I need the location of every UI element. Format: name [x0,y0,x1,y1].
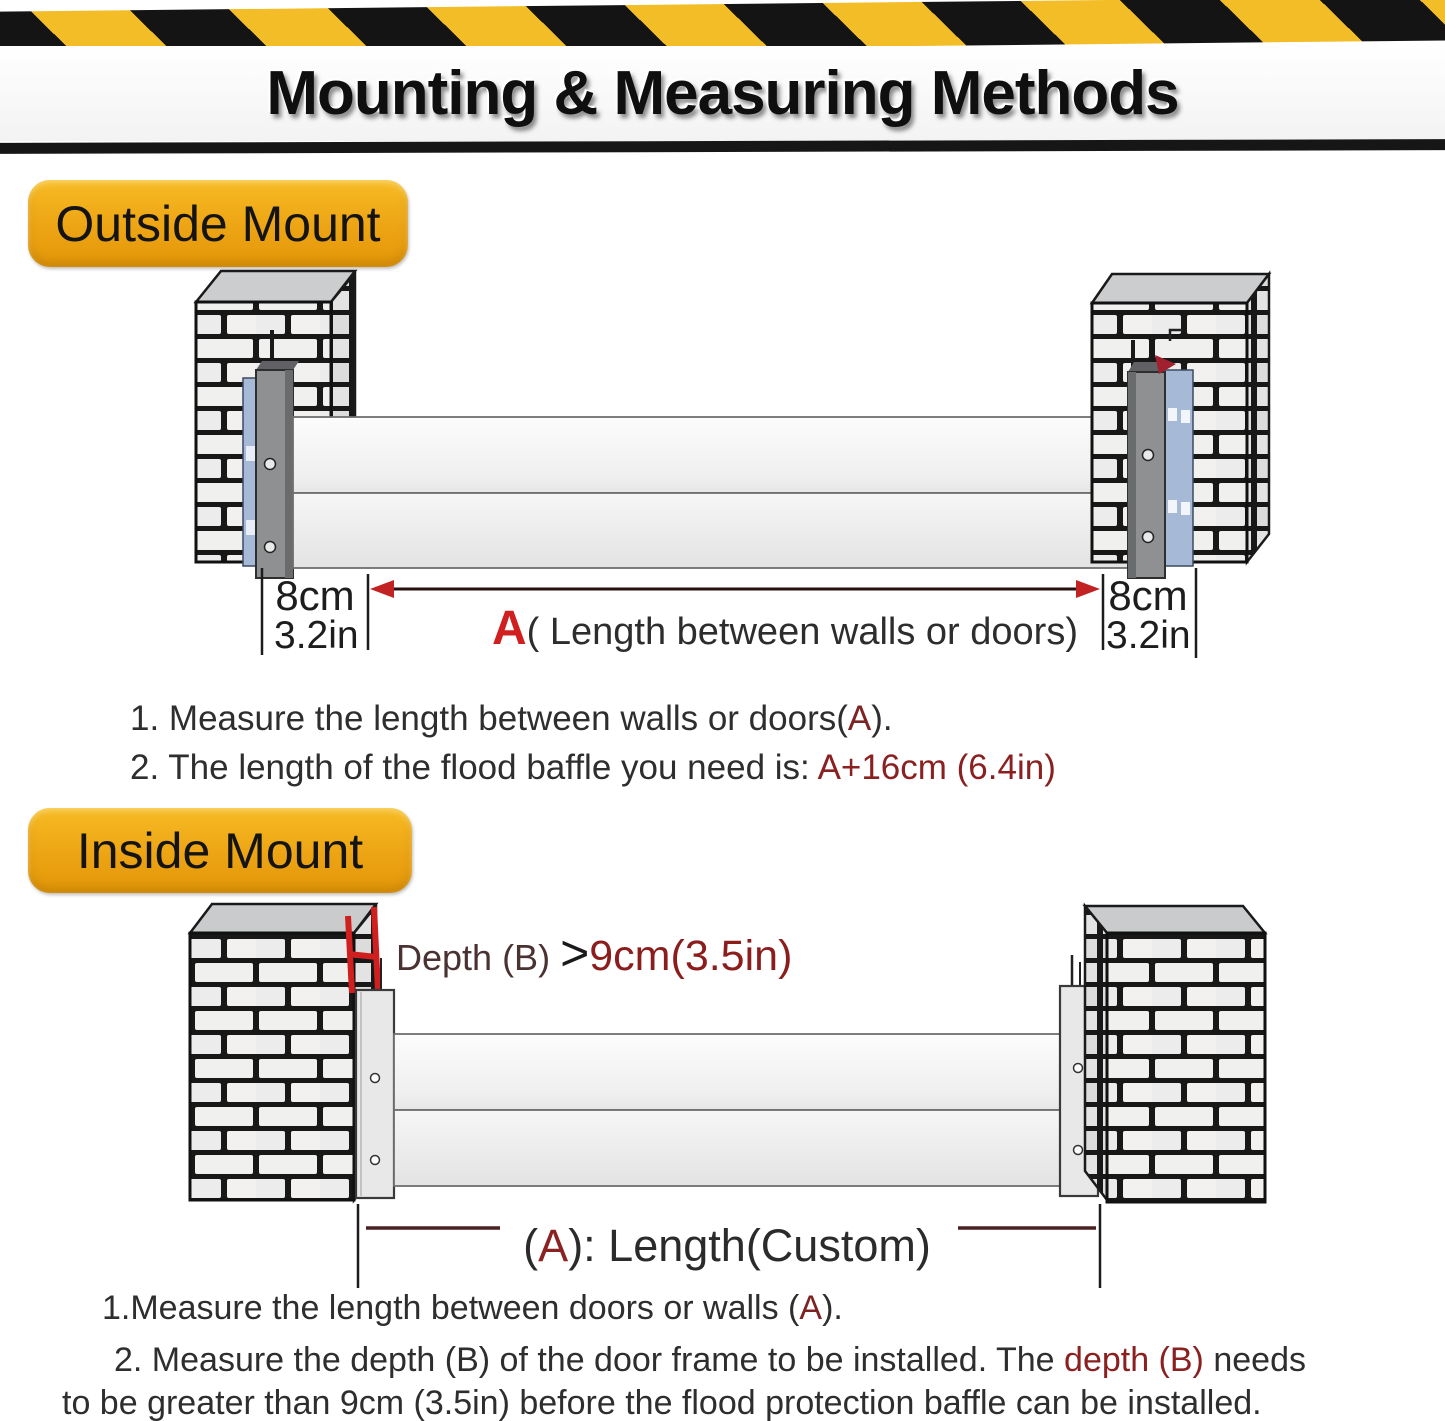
inside-mount-badge-label: Inside Mount [76,822,364,879]
screw-hole [371,1156,380,1165]
inside-instruction-1-end: ). [822,1289,843,1327]
inside-left-channel [356,990,394,1198]
screw-hole [1143,450,1154,461]
outside-mount-badge [28,180,408,267]
pillar-front-face [190,933,354,1200]
depth-label-text: Depth (B) [396,937,561,978]
banner [0,0,1445,160]
inside-instruction-1-em: A [799,1289,823,1327]
outside-flood-barrier [293,417,1128,568]
inside-instruction-1 [62,1287,1418,1330]
length-label-letter: A [538,1220,569,1271]
title-band [0,46,1445,141]
outside-instruction-1-em: A [847,699,872,738]
seal-strip [1165,370,1193,566]
pillar-side-face [1247,274,1269,562]
page-title: Mounting & Measuring Methods [266,59,1179,128]
pillar-side-face [1085,906,1107,1200]
outside-instruction-2-em: A+16cm (6.4in) [817,748,1056,787]
barrier-slat-bottom [293,493,1128,568]
inside-flood-barrier [394,1034,1060,1186]
span-label-letter: A [492,602,527,655]
arrowhead-left-icon [370,580,394,598]
inside-mount-badge [28,808,412,893]
span-label [492,602,1078,655]
pillar-front-face [1107,933,1265,1202]
inside-instruction-2-em: depth (B) [1064,1341,1204,1379]
depth-label [396,925,792,981]
length-label [523,1220,931,1271]
inside-instruction-1-text: 1.Measure the length between doors or walls ( [102,1289,800,1327]
screw-hole [265,459,276,470]
greater-than-sign: > [560,925,590,981]
left-offset-in-label: 3.2in [274,614,359,657]
screw-hole [1143,532,1154,543]
screw-hole [1074,1146,1083,1155]
inside-measurement [358,1204,1100,1288]
pillar-top-slab [196,271,355,302]
banner-divider-bar [0,139,1445,154]
inside-instruction-2-text: 2. Measure the depth (B) of the door frame to be installed. The [114,1341,1065,1379]
outside-instructions [130,694,1056,792]
channel-top-bevel [256,361,299,370]
inside-instruction-2-mid: needs [1203,1341,1306,1379]
barrier-slat-top [293,417,1128,493]
screw-hole [1074,1064,1083,1073]
barrier-slat-top [394,1034,1060,1110]
right-offset-in-label: 3.2in [1106,614,1191,657]
right-offset-cm-label: 8cm [1108,572,1188,619]
pillar-top-slab [1092,274,1269,303]
pillar-top-slab [1085,906,1265,933]
length-label-rest: ): Length(Custom) [568,1220,931,1271]
left-offset-cm-label: 8cm [275,572,355,619]
length-label-pre: ( [523,1220,539,1271]
inside-right-pillar [1085,906,1265,1202]
outside-measurement [262,568,1196,658]
screw-hole [265,542,276,553]
outside-instruction-2-text: 2. The length of the flood baffle you need is: [130,748,818,787]
outside-mount-badge-label: Outside Mount [55,195,381,252]
outside-instruction-2 [130,743,1056,792]
outside-mount-diagram [0,260,1445,700]
depth-value: 9cm(3.5in) [589,932,793,980]
inside-instructions [62,1287,1418,1421]
arrowhead-right-icon [1076,580,1100,598]
inside-instruction-2 [62,1339,1418,1421]
inside-instruction-2-cont: to be greater than 9cm (3.5in) before the flood protection baffle can be installed. [62,1384,1262,1421]
outside-instruction-1-text: 1. Measure the length between walls or doors( [130,699,848,738]
screw-hole [371,1074,380,1083]
span-label-rest: ( Length between walls or doors) [526,611,1078,653]
outside-instruction-1 [130,694,1056,743]
inside-mount-diagram [0,898,1445,1294]
outside-instruction-1-end: ). [871,699,893,738]
barrier-slat-bottom [394,1110,1060,1186]
